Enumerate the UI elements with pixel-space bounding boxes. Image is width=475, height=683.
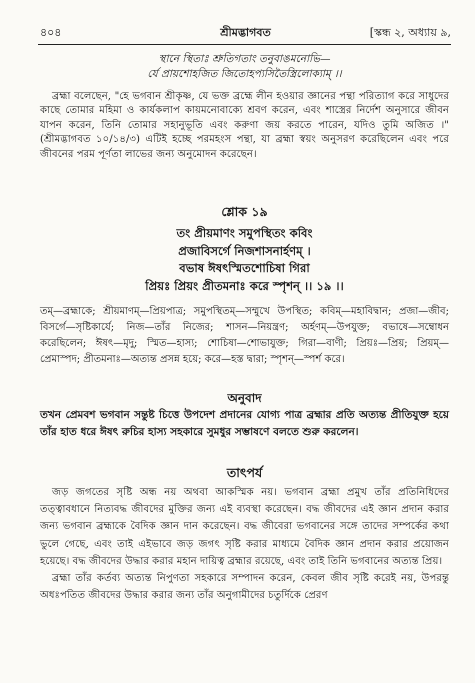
- intro-paragraph: ব্রহ্মা বলেছেন, "হে ভগবান শ্রীকৃষ্ণ, যে ভক্ত ব্রহ্মে লীন হওয়ার জ্ঞানের পন্থা পরিত্যাগ করে সাধুদের কাছে তোমার মহিমা ও কার্যকলাপ কায়মনোবাক্যে শ্রবণ করেন, এবং শাস্ত্রের নির্দেশ অনুসারে জীবন যাপন করেন, তিনি তোমার সহানুভূতি এবং করুণা জয় করতে পারেন, যদিও তুমি অজিত ।" (শ্রীমদ্ভাগবত ১০/১৪/৩) এটিই হচ্ছে পরমহংস পন্থা, যা ব্রহ্মা স্বয়ং অনুসরণ করেছিলেন এবং পরে জীবনের পরম পূর্ণতা লাভের জন্য অনুমোদন করেছেন।: [40, 91, 449, 160]
- page-number: ৪০৪: [40, 26, 62, 39]
- verse-line: প্রজাবিসর্গে নিজশাসনার্হণম্ ।: [178, 243, 311, 258]
- verse-line: বভাষ ঈষৎস্মিতশোচিষা গিরা: [179, 261, 310, 275]
- quote-line: র্যে প্রায়শোহজিত জিতোহপ্যসিতৈস্ত্রিলোক্যাম্ ।।: [147, 68, 342, 80]
- purport-paragraph: জড় জগতের সৃষ্টি অন্ধ নয় অথবা আকস্মিক নয়। ভগবান ব্রহ্মা প্রমুখ তাঁর প্রতিনিধিদের তত্ত্বাবধানে নিত্যবদ্ধ জীবদের মুক্তির জন্য এই ব্যবস্থা করেছেন। বদ্ধ জীবদের এই জ্ঞান প্রদান করার জন্য ভগবান ব্রহ্মাকে বৈদিক জ্ঞান দান করেছেন। বদ্ধ জীবেরা ভগবানের সঙ্গে তাদের সম্পর্কের কথা ভুলে গেছে, এবং তাই এইভাবে জড় জগৎ সৃষ্টি করার মাধ্যমে বৈদিক জ্ঞান প্রদান করার প্রয়োজন হয়েছে। বদ্ধ জীবদের উদ্ধার করার মহান দায়িত্ব ব্রহ্মার রয়েছে, এবং তাই তিনি ভগবানের অত্যন্ত প্রিয়।: [40, 487, 449, 567]
- verse-line: প্রিয়ঃ প্রিয়ং প্রীতমনাঃ করে স্পৃশন্ ।। ১৯ ।।: [145, 278, 344, 293]
- verse-heading: শ্লোক ১৯: [221, 204, 268, 219]
- translation-heading: অনুবাদ: [227, 391, 262, 405]
- header-rule: [38, 44, 451, 45]
- book-title: শ্রীমদ্ভাগবত: [220, 26, 271, 39]
- translation: তখন প্রেমবশ ভগবান সন্তুষ্ট চিত্তে উপদেশ প্রদানের যোগ্য পাত্র ব্রহ্মার প্রতি অত্যন্ত প্রীতিযুক্ত হয়ে তাঁর হাত ধরে ঈষৎ রুচির হাস্য সহকারে সুমধুর সম্ভাষণে বলতে শুরু করলেন।: [40, 409, 449, 438]
- page-header: [40, 24, 451, 42]
- verse-text: [40, 225, 449, 295]
- section-reference: [স্কন্ধ ২, অধ্যায় ৯,: [369, 26, 451, 39]
- quote-line: স্থানে স্থিতাঃ শ্রুতিগতাং তনুবাঙমনোভি—: [158, 53, 331, 65]
- purport-paragraph: ব্রহ্মা তাঁর কর্তব্য অত্যন্ত নিপুণতা সহকারে সম্পাদন করেন, কেবল জীব সৃষ্টি করেই নয়, উপরন্তু অধঃপতিত জীবদের উদ্ধার করার জন্য তাঁর অনুগামীদের চতুর্দিকে প্রেরণ: [40, 573, 449, 602]
- intro-quote: [40, 52, 449, 82]
- synonyms: তম্—ব্রহ্মাকে; শ্রীয়মাণম্—প্রিয়পাত্র; সমুপস্থিতম্—সম্মুখে উপস্থিত; কবিম্—মহাবিদ্বান; প্রজা—জীব; বিসর্গে—সৃষ্টিকার্যে; নিজ—তাঁর নিজের; শাসন—নিয়ন্ত্রণ; অর্হণম্—উপযুক্ত; বভাষে—সম্বোধন করেছিলেন; ঈষৎ—মৃদু; স্মিত—হাস্য; শোচিষা—শোভাযুক্ত; গিরা—বাণী; প্রিয়ঃ—প্রিয়; প্রিয়ম্—প্রেমাস্পদ; প্রীতমনাঃ—অত্যন্ত প্রসন্ন হয়ে; করে—হস্ত দ্বারা; স্পৃশন্—স্পর্শ করে।: [40, 306, 449, 365]
- purport: [40, 484, 449, 604]
- verse-line: তং প্রীয়মাণং সমুপস্থিতং কবিং: [176, 226, 313, 240]
- purport-heading: তাৎপর্য: [226, 465, 263, 480]
